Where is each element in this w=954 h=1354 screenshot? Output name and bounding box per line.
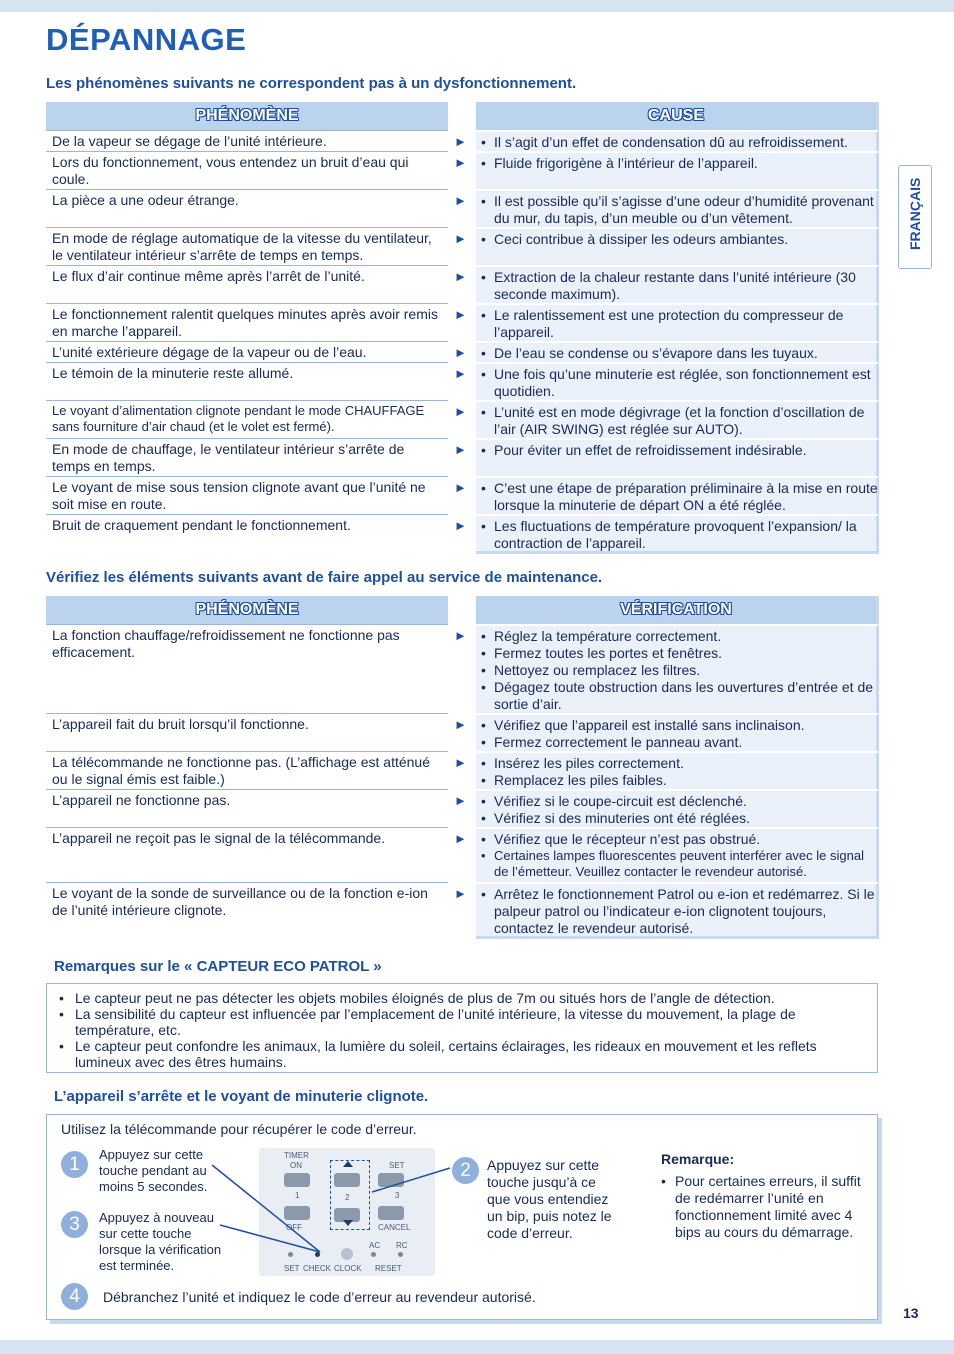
remote-num2: 2	[345, 1193, 350, 1202]
step1-text: Appuyez sur cette touche pendant au moins 5 secondes.	[99, 1147, 208, 1194]
arrow-right-icon: ►	[454, 831, 467, 846]
remote-off-button	[284, 1206, 310, 1220]
remote-cancel-button	[378, 1206, 404, 1220]
phenomenon-cell: Lors du fonctionnement, vous entendez un bruit d’eau qui coule.	[46, 151, 448, 189]
top-band	[0, 0, 954, 12]
step2-number: 2	[452, 1157, 479, 1184]
cause-item: • Dégagez toute obstruction dans les ouvertures d’entrée et de sortie d’air.	[494, 679, 878, 713]
cause-item: • De l’eau se condense ou s’évapore dans les tuyaux.	[494, 345, 878, 362]
remote-set-label: SET	[389, 1161, 405, 1170]
rc-dot-icon	[398, 1252, 403, 1257]
remote-num3: 3	[395, 1191, 400, 1200]
cause-cell	[476, 227, 878, 265]
phenomenon-cell: De la vapeur se dégage de l’unité intérieure.	[46, 130, 448, 151]
table-row	[46, 624, 878, 713]
cause-cell	[476, 713, 878, 751]
phenomenon-cell: Le voyant d’alimentation clignote pendant le mode CHAUFFAGE sans fourniture d’air chaud (et le volet est fermé).	[46, 400, 448, 438]
cause-item: • Fermez correctement le panneau avant.	[494, 734, 878, 751]
cause-cell	[476, 438, 878, 476]
table-row	[46, 151, 878, 189]
table-row	[46, 514, 878, 552]
table-row	[46, 789, 878, 827]
table-row	[46, 227, 878, 265]
cause-cell	[476, 189, 878, 227]
remote-clock-label: CLOCK	[334, 1264, 362, 1273]
remote-reset-label: RESET	[375, 1264, 402, 1273]
cause-item: • Certaines lampes fluorescentes peuvent interférer avec le signal de l’émetteur. Veuillez contacter le revendeur autorisé.	[494, 848, 878, 880]
phenomenon-cell: Le flux d’air continue même après l’arrêt de l’unité.	[46, 265, 448, 303]
arrow-right-icon: ►	[454, 886, 467, 901]
section1-col-phenomene: PHÉNOMÈNE	[46, 102, 448, 130]
remote-rc-label: RC	[396, 1241, 408, 1250]
cause-item: • Vérifiez que le récepteur n’est pas obstrué.	[494, 831, 878, 848]
cause-cell	[476, 514, 878, 552]
section2-heading: Vérifiez les éléments suivants avant de faire appel au service de maintenance.	[46, 569, 603, 586]
phenomenon-cell: La télécommande ne fonctionne pas. (L’affichage est atténué ou le signal émis est faible.)	[46, 751, 448, 789]
cause-item: • Remplacez les piles faibles.	[494, 772, 878, 789]
cause-item: • Les fluctuations de température provoquent l’expansion/ la contraction de l’appareil.	[494, 518, 878, 552]
remote-set-button	[378, 1173, 404, 1187]
phenomenon-cell: L’appareil ne reçoit pas le signal de la télécommande.	[46, 827, 448, 882]
error-code-box	[46, 1114, 878, 1320]
table-row	[46, 130, 878, 151]
arrow-right-icon: ►	[454, 755, 467, 770]
error-intro: Utilisez la télécommande pour récupérer le code d’erreur.	[61, 1121, 417, 1137]
section2-col-verification: VÉRIFICATION	[476, 596, 876, 624]
cause-item: • Arrêtez le fonctionnement Patrol ou e-ion et redémarrez. Si le palpeur patrol ou l’indicateur e-ion clignotent toujours, contactez le revendeur autorisé.	[494, 886, 878, 937]
cause-item: • Insérez les piles correctement.	[494, 755, 878, 772]
cause-item: • L’unité est en mode dégivrage (et la fonction d’oscillation de l’air (AIR SWING) est réglée sur AUTO).	[494, 404, 878, 438]
page-number: 13	[903, 1305, 919, 1321]
cause-cell	[476, 265, 878, 303]
cause-item: • Il s’agit d’un effet de condensation dû au refroidissement.	[494, 134, 878, 151]
remote-timer-label: TIMER	[284, 1151, 309, 1160]
cause-cell	[476, 827, 878, 882]
step1-number: 1	[61, 1151, 88, 1178]
remote-num1: 1	[295, 1191, 300, 1200]
table-row	[46, 827, 878, 882]
cause-cell	[476, 362, 878, 400]
remark-title: Remarque:	[661, 1151, 735, 1167]
cause-cell	[476, 751, 878, 789]
eco-item: • Le capteur peut confondre les animaux, la lumière du soleil, certains éclairages, les rideaux en mouvement et les reflets lumineux avec des êtres humains.	[75, 1038, 857, 1070]
cause-item: • C’est une étape de préparation préliminaire à la mise en route lorsque la minuterie de départ ON a été réglée.	[494, 480, 878, 514]
phenomenon-cell: La pièce a une odeur étrange.	[46, 189, 448, 227]
arrow-right-icon: ►	[454, 628, 467, 643]
phenomenon-cell: L’appareil fait du bruit lorsqu’il fonctionne.	[46, 713, 448, 751]
table-row	[46, 265, 878, 303]
table-row	[46, 476, 878, 514]
language-tab	[898, 165, 932, 269]
section2-col-phenomene: PHÉNOMÈNE	[46, 596, 448, 624]
remote-on-label: ON	[290, 1161, 302, 1170]
cause-cell	[476, 130, 878, 151]
down-arrow-icon	[343, 1220, 353, 1226]
arrow-right-icon: ►	[454, 269, 467, 284]
table-row	[46, 362, 878, 400]
arrow-right-icon: ►	[454, 480, 467, 495]
ac-dot-icon	[371, 1252, 376, 1257]
phenomenon-cell: Bruit de craquement pendant le fonctionnement.	[46, 514, 448, 552]
step3-text: Appuyez à nouveau sur cette touche lorsque la vérification est terminée.	[99, 1210, 222, 1273]
cause-cell	[476, 882, 878, 937]
cause-cell	[476, 341, 878, 362]
phenomenon-cell: Le fonctionnement ralentit quelques minutes après avoir remis en marche l’appareil.	[46, 303, 448, 341]
section1-col-cause: CAUSE	[476, 102, 876, 130]
step4-text: Débranchez l’unité et indiquez le code d’erreur au revendeur autorisé.	[103, 1289, 536, 1305]
cause-item: • Extraction de la chaleur restante dans l’unité intérieure (30 seconde maximum).	[494, 269, 878, 303]
arrow-right-icon: ►	[454, 717, 467, 732]
language-tab-label: FRANÇAIS	[907, 177, 923, 250]
phenomenon-cell: En mode de réglage automatique de la vitesse du ventilateur, le ventilateur intérieur s’arrête de temps en temps.	[46, 227, 448, 265]
cause-cell	[476, 400, 878, 438]
step3-number: 3	[61, 1211, 88, 1238]
cause-item: • Nettoyez ou remplacez les filtres.	[494, 662, 878, 679]
table-row	[46, 303, 878, 341]
arrow-right-icon: ►	[454, 404, 467, 419]
table-row	[46, 882, 878, 937]
cause-item: • Le ralentissement est une protection du compresseur de l’appareil.	[494, 307, 878, 341]
remote-bottom-set: SET	[284, 1264, 300, 1273]
remote-off-label: OFF	[286, 1223, 302, 1232]
phenomenon-cell: En mode de chauffage, le ventilateur intérieur s’arrête de temps en temps.	[46, 438, 448, 476]
step2-text: Appuyez sur cette touche jusqu’à ce que vous entendiez un bip, puis notez le code d’erreur.	[487, 1157, 612, 1241]
cause-cell	[476, 624, 878, 713]
cause-item: • Fluide frigorigène à l’intérieur de l’appareil.	[494, 155, 878, 172]
cause-item: • Ceci contribue à dissiper les odeurs ambiantes.	[494, 231, 878, 248]
table-row	[46, 713, 878, 751]
cause-item: • Fermez toutes les portes et fenêtres.	[494, 645, 878, 662]
phenomenon-cell: L’unité extérieure dégage de la vapeur ou de l’eau.	[46, 341, 448, 362]
cause-item: • Réglez la température correctement.	[494, 628, 878, 645]
cause-item: • Vérifiez si le coupe-circuit est déclenché.	[494, 793, 878, 810]
arrow-right-icon: ►	[454, 442, 467, 457]
cause-cell	[476, 303, 878, 341]
remote-ac-label: AC	[369, 1241, 381, 1250]
arrow-right-icon: ►	[454, 793, 467, 808]
set-dot-icon	[288, 1252, 293, 1257]
arrow-right-icon: ►	[454, 307, 467, 322]
remote-control-illustration	[259, 1148, 435, 1276]
table-row	[46, 438, 878, 476]
remark-body: Pour certaines erreurs, il suffit de redémarrer l’unité en fonctionnement limité avec 4 bips au cours du démarrage.	[675, 1173, 861, 1240]
arrow-right-icon: ►	[454, 134, 467, 149]
phenomenon-cell: Le témoin de la minuterie reste allumé.	[46, 362, 448, 400]
table-row	[46, 751, 878, 789]
up-arrow-icon	[343, 1161, 353, 1167]
error-heading: L’appareil s’arrête et le voyant de minuterie clignote.	[54, 1088, 429, 1105]
arrow-right-icon: ►	[454, 518, 467, 533]
remote-check-label: CHECK	[303, 1264, 332, 1273]
check-dot-icon	[315, 1252, 320, 1257]
remote-on-button	[284, 1173, 310, 1187]
phenomenon-cell: Le voyant de mise sous tension clignote avant que l’unité ne soit mise en route.	[46, 476, 448, 514]
arrow-right-icon: ►	[454, 193, 467, 208]
eco-item: • Le capteur peut ne pas détecter les objets mobiles éloignés de plus de 7m ou situés hors de l’angle de détection.	[75, 990, 857, 1006]
table-row	[46, 341, 878, 362]
cause-item: • Il est possible qu’il s’agisse d’une odeur d’humidité provenant du mur, du tapis, d’un meuble ou d’un vêtement.	[494, 193, 878, 227]
cause-cell	[476, 151, 878, 189]
cause-item: • Une fois qu’une minuterie est réglée, son fonctionnement est quotidien.	[494, 366, 878, 400]
cause-item: • Vérifiez que l’appareil est installé sans inclinaison.	[494, 717, 878, 734]
page-title: DÉPANNAGE	[46, 22, 247, 57]
arrow-right-icon: ►	[454, 345, 467, 360]
table-row	[46, 400, 878, 438]
step4-number: 4	[61, 1283, 88, 1310]
bottom-band	[0, 1340, 954, 1354]
cause-cell	[476, 476, 878, 514]
cause-item: • Pour éviter un effet de refroidissement indésirable.	[494, 442, 878, 459]
arrow-right-icon: ►	[454, 231, 467, 246]
eco-heading: Remarques sur le « CAPTEUR ECO PATROL »	[54, 958, 382, 975]
cause-cell	[476, 789, 878, 827]
clock-button-icon	[341, 1248, 353, 1260]
remark-text: • Pour certaines erreurs, il suffit de redémarrer l’unité en fonctionnement limité avec 4 bips au cours du démarrage.	[661, 1173, 861, 1240]
remote-cancel-label: CANCEL	[378, 1223, 411, 1232]
phenomenon-cell: Le voyant de la sonde de surveillance ou de la fonction e-ion de l’unité intérieure clignote.	[46, 882, 448, 937]
arrow-right-icon: ►	[454, 155, 467, 170]
section1-heading: Les phénomènes suivants ne correspondent pas à un dysfonctionnement.	[46, 75, 577, 92]
phenomenon-cell: L’appareil ne fonctionne pas.	[46, 789, 448, 827]
cause-item: • Vérifiez si des minuteries ont été réglées.	[494, 810, 878, 827]
eco-item: • La sensibilité du capteur est influencée par l’emplacement de l’unité intérieure, la vitesse du mouvement, la plage de température, etc.	[75, 1006, 857, 1038]
arrow-right-icon: ►	[454, 366, 467, 381]
eco-notes-box	[46, 983, 878, 1073]
table-row	[46, 189, 878, 227]
phenomenon-cell: La fonction chauffage/refroidissement ne fonctionne pas efficacement.	[46, 624, 448, 713]
